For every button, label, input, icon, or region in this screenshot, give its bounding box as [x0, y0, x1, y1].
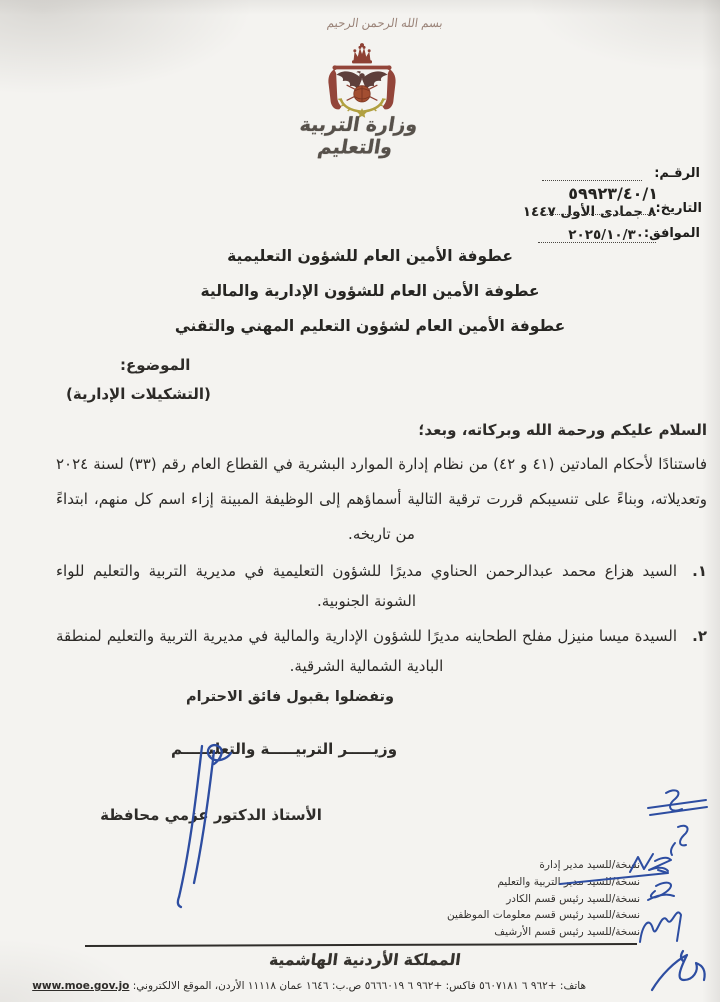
dotted-line — [542, 179, 642, 181]
footer-divider — [85, 943, 637, 947]
salutation-line: السلام عليكم ورحمة الله وبركاته، وبعد؛ — [418, 421, 707, 439]
list-item-number: ١. — [692, 562, 707, 580]
list-item — [56, 556, 707, 616]
cc-item: نسخة/للسيد مدير التربية والتعليم — [497, 875, 640, 888]
body-paragraph: فاستنادًا لأحكام المادتين (٤١ و ٤٢) من نظام إدارة الموارد البشرية في القطاع العام رقم (٣٣) لسنة ٢٠٢٤ وتعديلاته، وبناءً على تنسيبكم قررت ترقية التالية أسماؤهم إلى الوظيفة المبينة إزاء اسم كل منهم، ابتداءً من تاريخه. — [56, 455, 708, 543]
list-item-number: ٢. — [692, 627, 707, 645]
cc-item: نسخة/للسيد رئيس قسم الأرشيف — [494, 926, 640, 939]
ref-number-value: ٥٩٩٢٣/٤٠/١ — [568, 184, 658, 203]
cc-item: نسخة/للسيد رئيس قسم معلومات الموظفين — [447, 909, 640, 922]
dotted-line — [541, 213, 656, 215]
hijri-date-label: التاريخ: — [655, 201, 702, 216]
list-item-text: السيد هزاع محمد عبدالرحمن الحناوي مديرًا للشؤون التعليمية في مديرية التربية والتعليم للواء الشونة الجنوبية. — [56, 562, 677, 610]
closing-line: وتفضلوا بقبول فائق الاحترام — [186, 689, 394, 705]
recipient-line: عطوفة الأمين العام لشؤون التعليم المهني والتقني — [174, 317, 566, 335]
cc-item: نسخة/للسيد رئيس قسم الكادر — [506, 892, 640, 905]
bottom-flourish-ink-icon — [652, 951, 705, 990]
cc-item: نسخة/للسيد مدير إدارة — [539, 859, 640, 871]
minister-title: وزيـــــر التربيـــــة والتعليـــــم — [170, 740, 398, 758]
jordan-coat-of-arms-icon — [312, 40, 412, 122]
subject-value: (التشكيلات الإدارية) — [66, 385, 211, 403]
contact-line — [32, 980, 586, 992]
list-item — [56, 621, 707, 681]
website-link: www.moe.gov.jo — [32, 980, 130, 992]
gregorian-date-value: ٢٠٢٥/١٠/٣٠ — [568, 227, 644, 243]
gregorian-date-label: الموافق: — [643, 226, 700, 241]
minister-signature-ink-icon — [178, 745, 231, 907]
cc-list — [447, 857, 640, 941]
hijri-date-value: ٨ جمادى الأول ١٤٤٧ — [522, 204, 656, 220]
recipient-line: عطوفة الأمين العام للشؤون الإدارية والمالية — [200, 282, 540, 300]
recipient-line: عطوفة الأمين العام للشؤون التعليمية — [227, 247, 513, 265]
minister-name: الأستاذ الدكتور عزمي محافظة — [100, 806, 322, 824]
contact-text: هاتف: +٩٦٢ ٦ ٥٦٠٧١٨١ فاكس: +٩٦٢ ٦ ٥٦٦٦٠١٩ ص.ب: ١٦٤٦ عمان ١١١١٨ الأردن، الموقع الالكتروني: — [132, 980, 586, 992]
ref-number-label: الرقـم: — [654, 166, 700, 181]
subject-label: الموضوع: — [120, 356, 191, 374]
bismillah-calligraphy: بسم الله الرحمن الرحيم — [326, 15, 444, 31]
list-item-text: السيدة ميسا منيزل مفلح الطحاينه مديرًا للشؤون الإدارية والمالية في مديرية التربية والتعليم لمنطقة البادية الشمالية الشرقية. — [56, 627, 677, 675]
recipients-block — [110, 239, 630, 344]
promotion-list — [56, 556, 707, 686]
ministry-name-calligraphy: وزارة التربية والتعليم — [298, 113, 420, 159]
kingdom-name-calligraphy: المملكة الأردنية الهاشمية — [268, 951, 462, 969]
